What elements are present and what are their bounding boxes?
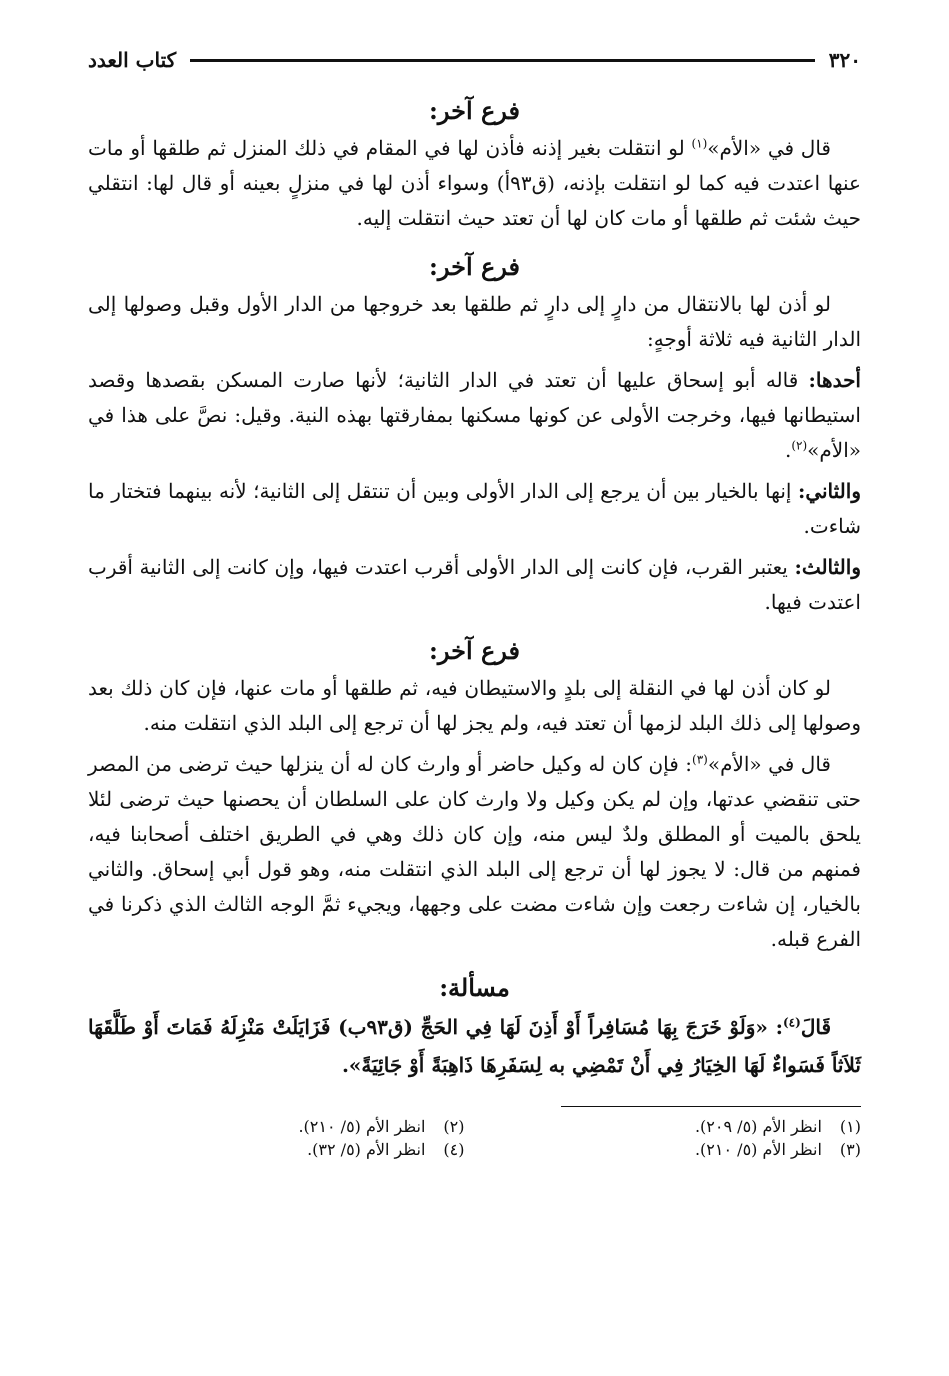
footnote-ref: (٢) bbox=[791, 438, 808, 453]
footnote: (٤) انظر الأم (٥/ ٣٢). bbox=[307, 1140, 465, 1159]
paragraph: قال في «الأم»$^{(٣)}$: فإن كان له وكيل حاضر أو وارث كان له أن ينزلها حيث ترضى من المصر حتى تنقضي عدتها، وإن لم يكن وكيل ولا وارث كان على السلطان أن يحصنها حيث ترضى لئلا يلحق بالميت أو المطلق ولدٌ ليس منه، وإن كان ذلك وهي في الطريق اختلف أصحابنا فيه، فمنهم من قال: لا يجوز لها أن ترجع إلى البلد الذي انتقلت منه، وهو قول أبي إسحاق. والثاني بالخيار، إن شاءت رجعت وإن شاءت مضت على وجهها، ويجيء ثمَّ الوجه الثالث الذي ذكرنا في الفرع قبله. bbox=[88, 752, 861, 951]
lead-term: والثاني: bbox=[797, 479, 861, 503]
section-heading: فرع آخر: bbox=[429, 252, 520, 281]
book-title: كتاب العدد bbox=[88, 48, 177, 72]
paragraph: قال في «الأم»$^{(١)}$ لو انتقلت بغير إذنه فأذن لها في المقام في ذلك المنزل ثم طلقها أو مات عنها اعتدت فيه كما لو انتقلت بإذنه، (ق٩٣أ) وسواء أذن لها في منزلٍ بعينه أو قال لها: انتقلي حيث شئت ثم طلقها أو مات كان لها أن تعتد حيث انتقلت إليه. bbox=[88, 136, 861, 230]
lead-term: والثالث: bbox=[794, 555, 861, 579]
footnote-ref: (١) bbox=[691, 136, 708, 151]
paragraph: والثالث: يعتبر القرب، فإن كانت إلى الدار الأولى أقرب اعتدت فيها، وإن كانت إلى الثانية أقرب اعتدت فيها. bbox=[88, 555, 861, 614]
section-heading: مسألة: bbox=[439, 973, 510, 1002]
footnote: (٣) انظر الأم (٥/ ٢١٠). bbox=[694, 1140, 861, 1159]
paragraph: أحدها: قاله أبو إسحاق عليها أن تعتد في الدار الثانية؛ لأنها صارت المسكن بقصدها وقصد استيطانها فيها، وخرجت الأولى عن كونها مسكنها بمفارقتها بهذه النية. وقيل: نصَّ على هذا في «الأم»$^{(٢)}$. bbox=[88, 368, 861, 462]
footnotes bbox=[88, 1117, 861, 1159]
paragraph: لو كان أذن لها في النقلة إلى بلدٍ والاستيطان فيه، ثم طلقها أو مات عنها، فإن كان ذلك بعد وصولها إلى ذلك البلد لزمها أن تعتد فيه، ولم يجز لها أن ترجع إلى البلد الذي انتقلت منه. bbox=[88, 676, 861, 735]
paragraph: لو أذن لها بالانتقال من دارٍ إلى دارٍ ثم طلقها بعد خروجها من الدار الأول وقبل وصولها إلى الدار الثانية فيه ثلاثة أوجهٍ: bbox=[88, 292, 861, 351]
section-heading: فرع آخر: bbox=[429, 636, 520, 665]
page-header bbox=[88, 40, 861, 80]
footnote: (١) انظر الأم (٥/ ٢٠٩). bbox=[694, 1117, 861, 1136]
footnote-ref: (٣) bbox=[692, 752, 708, 767]
header-rule bbox=[190, 59, 815, 62]
lead-term: أحدها: bbox=[808, 368, 861, 392]
footnote-rule bbox=[561, 1106, 861, 1107]
section-heading: فرع آخر: bbox=[429, 96, 520, 125]
page-number: ٣٢٠ bbox=[828, 48, 861, 72]
footnote: (٢) انظر الأم (٥/ ٢١٠). bbox=[298, 1117, 465, 1136]
ruling-text: قَالَ$^{(٤)}$: «وَلَوْ خَرَجَ بِهَا مُسَافِراً أَوْ أَذِنَ لَهَا فِي الحَجِّ (ق٩٣ب) فَزَايَلَتْ مَنْزِلَهُ فَمَاتَ أَوْ طَلَّقَهَا ثَلاَثاً فَسَواءٌ لَهَا الخِيَارُ فِي أَنْ تَمْضِي به لِسَفَرِهَا ذَاهِبَةً أَوْ جَائِيَةً». bbox=[88, 1015, 861, 1077]
footnote-ref: (٤) bbox=[782, 1015, 801, 1030]
paragraph: والثاني: إنها بالخيار بين أن يرجع إلى الدار الأولى وبين أن تنتقل إلى الثانية؛ لأنه بينهما فتختار ما شاءت. bbox=[88, 479, 861, 538]
